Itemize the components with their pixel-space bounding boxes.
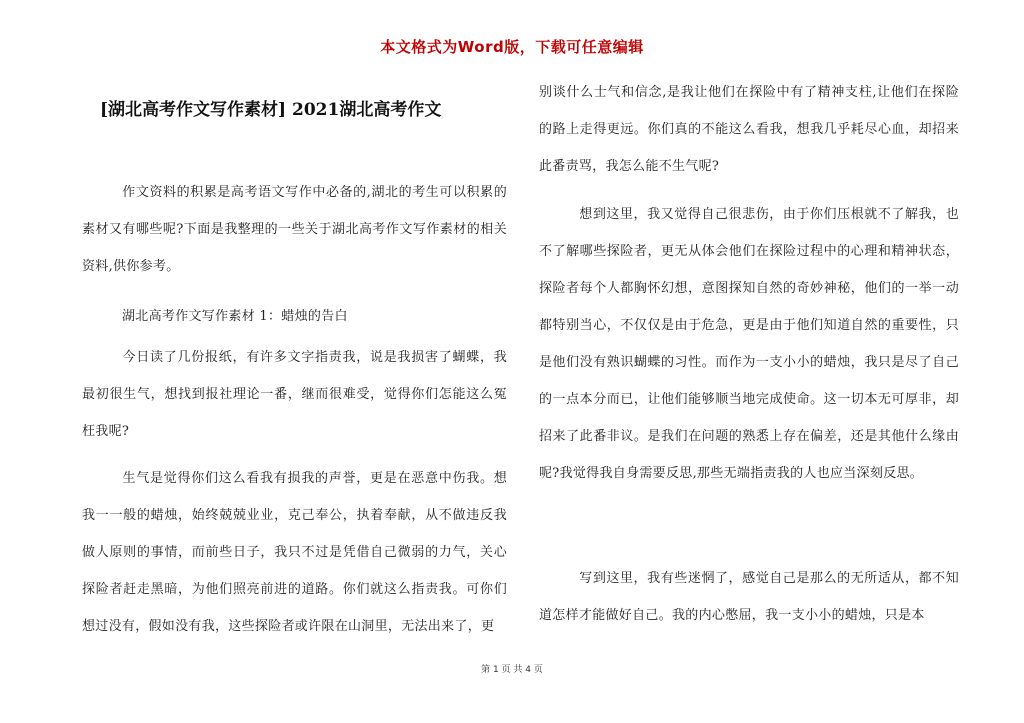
paragraph-2	[82, 460, 507, 645]
paragraph-4	[539, 196, 959, 492]
section-heading	[82, 298, 507, 335]
paragraph-5-text: 写到这里，我有些迷惘了，感觉自己是那么的无所适从，都不知道怎样才能做好自己。我的内心憋屈，我一支小小的蜡烛，只是本	[539, 571, 959, 623]
page-number: 第 1 页 共 4 页	[481, 665, 543, 675]
paragraph-intro	[82, 174, 507, 285]
section-heading-text: 湖北高考作文写作素材 1：蜡烛的告白	[122, 309, 348, 324]
paragraph-intro-text: 作文资料的积累是高考语文写作中必备的,湖北的考生可以积累的素材又有哪些呢?下面是我整理的一些关于湖北高考作文写作素材的相关资料,供你参考。	[82, 185, 507, 274]
paragraph-4-text: 想到这里，我又觉得自己很悲伤，由于你们压根就不了解我，也不了解哪些探险者，更无从体会他们在探险过程中的心理和精神状态，探险者每个人都胸怀幻想，意图探知自然的奇妙神秘，他们的一举一动都特别当心，不仅仅是由于危急，更是由于他们知道自然的重要性，只是他们没有熟识蝴蝶的习性。而作为一支小小的蜡烛，我只是尽了自己的一点本分而已，让他们能够顺当地完成使命。这一切本无可厚非，却招来了此番非议。是我们在问题的熟悉上存在偏差，还是其他什么缘由呢?我觉得我自身需要反思,那些无端指责我的人也应当深刻反思。	[539, 207, 959, 481]
paragraph-2-text: 生气是觉得你们这么看我有损我的声誉，更是在恶意中伤我。想我一一般的蜡烛，始终兢兢业业，克己奉公，执着奉献，从不做违反我做人原则的事情，而前些日子，我只不过是凭借自己微弱的力气，关心探险者赶走黑暗，为他们照亮前进的道路。你们就这么指责我。可你们想过没有，假如没有我，这些探险者或许限在山洞里，无法出来了，更	[82, 471, 507, 634]
paragraph-5	[539, 560, 959, 634]
document-title: [湖北高考作文写作素材] 2021湖北高考作文	[100, 100, 442, 120]
paragraph-1-text: 今日读了几份报纸，有许多文字指责我，说是我损害了蝴蝶，我最初很生气，想找到报社理论一番，继而很难受，觉得你们怎能这么冤枉我呢?	[82, 350, 507, 439]
paragraph-3	[539, 74, 959, 185]
download-banner: 本文格式为Word版，下载可任意编辑	[380, 38, 644, 56]
paragraph-3-text: 别谈什么士气和信念,是我让他们在探险中有了精神支柱,让他们在探险的路上走得更远。你们真的不能这么看我，想我几乎耗尽心血，却招来此番责骂，我怎么能不生气呢?	[539, 85, 959, 174]
paragraph-1	[82, 339, 507, 450]
